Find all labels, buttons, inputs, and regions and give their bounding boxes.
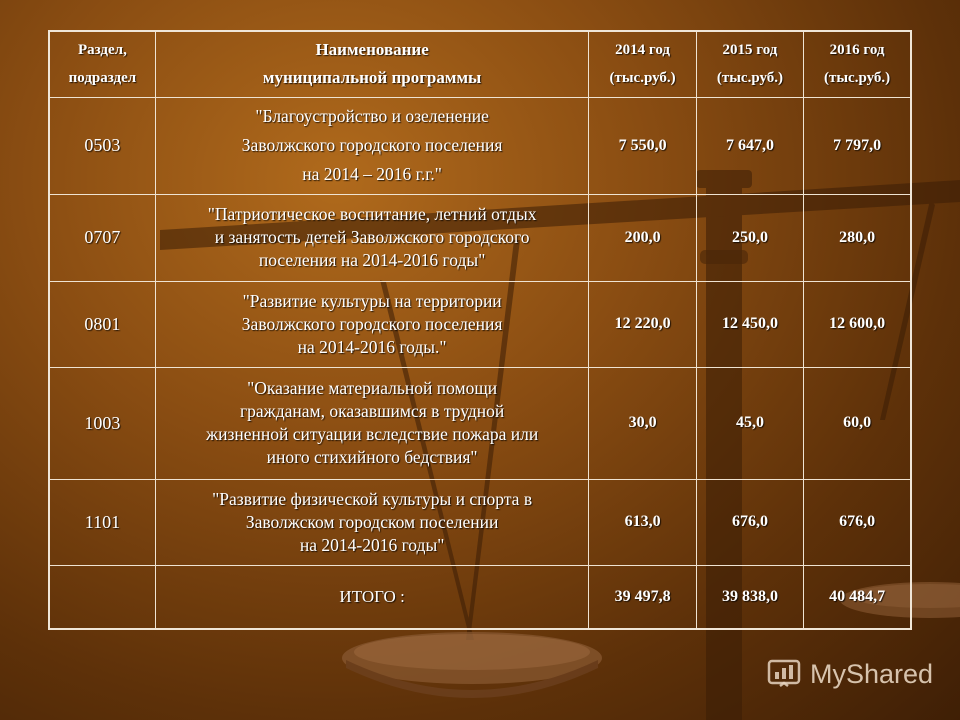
row-program-name: "Патриотическое воспитание, летний отдых и занятость детей Заволжского городского поселения на 2014-2016 годы" (155, 194, 589, 281)
row-value-2016: 280,0 (804, 194, 911, 281)
table-row (49, 367, 911, 479)
row-code: 0707 (49, 194, 155, 281)
row-value-2014: 7 550,0 (589, 97, 696, 194)
row-value-2015: 250,0 (696, 194, 803, 281)
row-value-2014: 613,0 (589, 479, 696, 565)
total-label: ИТОГО : (155, 565, 589, 629)
total-empty-cell (49, 565, 155, 629)
row-value-2014: 30,0 (589, 367, 696, 479)
row-value-2014: 12 220,0 (589, 281, 696, 367)
row-value-2015: 45,0 (696, 367, 803, 479)
row-value-2016: 7 797,0 (804, 97, 911, 194)
table-row (49, 97, 911, 194)
row-value-2015: 12 450,0 (696, 281, 803, 367)
row-value-2016: 676,0 (804, 479, 911, 565)
table-row (49, 194, 911, 281)
row-value-2015: 676,0 (696, 479, 803, 565)
header-code: Раздел, подраздел (49, 31, 155, 97)
total-row (49, 565, 911, 629)
header-row (49, 31, 911, 97)
row-program-name: "Развитие культуры на территории Заволжского городского поселения на 2014-2016 годы." (155, 281, 589, 367)
row-code: 0801 (49, 281, 155, 367)
budget-table (48, 30, 912, 630)
header-2014: 2014 год (тыс.руб.) (589, 31, 696, 97)
row-value-2015: 7 647,0 (696, 97, 803, 194)
header-2015: 2015 год (тыс.руб.) (696, 31, 803, 97)
row-program-name: "Благоустройство и озеленение Заволжского городского поселения на 2014 – 2016 г.г." (155, 97, 589, 194)
row-value-2014: 200,0 (589, 194, 696, 281)
row-value-2016: 12 600,0 (804, 281, 911, 367)
total-value-2014: 39 497,8 (589, 565, 696, 629)
table-row (49, 281, 911, 367)
total-value-2015: 39 838,0 (696, 565, 803, 629)
row-code: 1003 (49, 367, 155, 479)
total-value-2016: 40 484,7 (804, 565, 911, 629)
header-program-name: Наименование муниципальной программы (155, 31, 589, 97)
presentation-chart-icon (766, 656, 802, 692)
myshared-watermark (766, 654, 933, 694)
row-program-name: "Развитие физической культуры и спорта в Заволжском городском поселении на 2014-2016 годы" (155, 479, 589, 565)
table-row (49, 479, 911, 565)
row-code: 0503 (49, 97, 155, 194)
row-program-name: "Оказание материальной помощи гражданам, оказавшимся в трудной жизненной ситуации вследствие пожара или иного стихийного бедствия" (155, 367, 589, 479)
watermark-text: MyShared (810, 658, 934, 689)
row-value-2016: 60,0 (804, 367, 911, 479)
row-code: 1101 (49, 479, 155, 565)
header-2016: 2016 год (тыс.руб.) (804, 31, 911, 97)
